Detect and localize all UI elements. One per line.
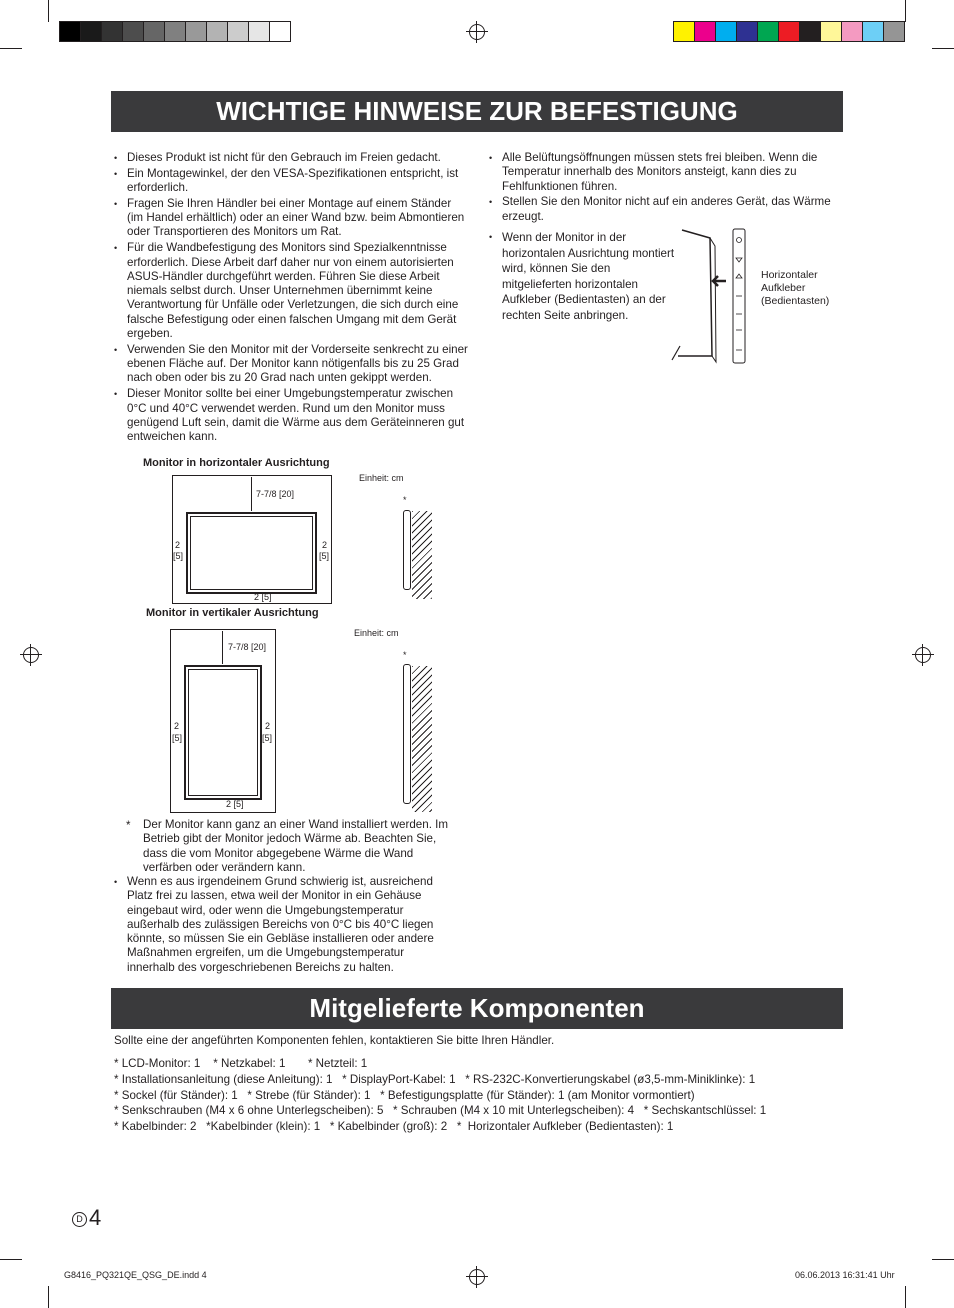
monitor-screen (188, 669, 258, 796)
dim-top: 7-7/8 [20] (256, 489, 295, 499)
components-line: * Kabelbinder: 2 *Kabelbinder (klein): 1 * Kabelbinder (groß): 2 * Horizontaler Aufkleber (Bedientasten): 1 (114, 1120, 674, 1134)
components-line: * Sockel (für Ständer): 1 * Strebe (für Ständer): 1 * Befestigungsplatte (für Ständer): 1 (am Monitor vormontiert) (114, 1088, 695, 1102)
sticker-note: • Wenn der Monitor in der horizontalen Ausrichtung montiert wird, können Sie den mitgelieferten horizontalen Aufkleber (Bedientasten) an der rechten Seite anbringen. (489, 230, 679, 324)
color-swatch (800, 22, 821, 41)
color-swatch (884, 22, 904, 41)
sticker-note-list (489, 230, 679, 325)
unit-label: Einheit: cm (354, 628, 399, 638)
gray-swatch (249, 22, 270, 41)
gray-swatch (186, 22, 207, 41)
registration-mark-icon (469, 24, 485, 40)
section-title-components: Mitgelieferte Komponenten (111, 988, 843, 1029)
dim-left-b: [5] (173, 551, 184, 561)
footnote-star: * (403, 650, 407, 660)
gray-swatch (165, 22, 186, 41)
mounting-note-item: • Verwenden Sie den Monitor mit der Vorderseite senkrecht zu einer ebenen Fläche auf. Der Monitor kann nötigenfalls bis zu 25 Grad nach oben oder bis zu 20 Grad nach unten gekippt werden. (114, 343, 470, 386)
gray-swatch (207, 22, 228, 41)
dim-right-a: 2 (322, 540, 328, 550)
color-swatch (821, 22, 842, 41)
gray-swatch (102, 22, 123, 41)
mounting-note-item: • Für die Wandbefestigung des Monitors sind Spezialkenntnisse erforderlich. Diese Arbeit darf daher nur von einem autorisierten ASUS-Händler durchgeführt werden. Führen Sie diese Arbeit niemals selbst durch. Unser Unternehmen übernimmt keine Verantwortung für Unfälle oder Verletzungen, die sich durch eine falsche Befestigung oder einen falschen Umgang mit dem Gerät ergeben. (114, 241, 470, 341)
crop-mark (932, 1259, 954, 1260)
color-swatch (863, 22, 884, 41)
mounting-note-item: • Ein Montagewinkel, der den VESA-Spezifikationen entspricht, ist erforderlich. (114, 167, 470, 196)
dim-right-a: 2 (265, 721, 271, 731)
crop-mark (48, 1286, 49, 1308)
registration-mark-icon (915, 647, 931, 663)
gray-color-bar (59, 21, 291, 42)
process-color-bar (673, 21, 905, 42)
dim-top: 7-7/8 [20] (228, 642, 267, 652)
mounting-notes-list (114, 151, 470, 446)
unit-label: Einheit: cm (359, 473, 404, 483)
color-swatch (695, 22, 716, 41)
slug-filename: G8416_PQ321QE_QSG_DE.indd 4 (64, 1270, 207, 1280)
components-list (114, 1056, 844, 1135)
slug-timestamp: 06.06.2013 16:31:41 Uhr (795, 1270, 895, 1280)
components-intro: Sollte eine der angeführten Komponenten fehlen, kontaktieren Sie bitte Ihren Händler. (114, 1034, 555, 1047)
footnote-mark: * (126, 819, 131, 832)
color-swatch (716, 22, 737, 41)
components-line: * Installationsanleitung (diese Anleitung): 1 * DisplayPort-Kabel: 1 * RS-232C-Konvertierungskabel (ø3,5-mm-Miniklinke): 1 (114, 1072, 756, 1086)
gray-swatch (228, 22, 249, 41)
registration-mark-icon (469, 1269, 485, 1285)
wall-hatch (412, 511, 432, 599)
sticker-illustration (670, 226, 760, 366)
registration-mark-icon (23, 647, 39, 663)
monitor-side-profile (403, 664, 411, 804)
gray-swatch (60, 22, 81, 41)
color-swatch (674, 22, 695, 41)
dimension-arrow (251, 477, 252, 511)
mounting-note-item: • Dieses Produkt ist nicht für den Gebrauch im Freien gedacht. (114, 151, 470, 165)
crop-mark (0, 48, 22, 49)
gray-swatch (144, 22, 165, 41)
section-title-mounting: WICHTIGE HINWEISE ZUR BEFESTIGUNG (111, 91, 843, 132)
monitor-side-profile (403, 510, 411, 590)
mounting-note-item: • Dieser Monitor sollte bei einer Umgebungstemperatur zwischen 0°C und 40°C verwendet werden. Rund um den Monitor muss genügend Luft sein, damit die Wärme aus dem Geräteinneren gut entweichen kann. (114, 387, 470, 444)
dim-left-b: [5] (172, 733, 183, 743)
dim-left-a: 2 (174, 721, 180, 731)
crop-mark (48, 0, 49, 22)
ventilation-fan-note (114, 875, 454, 977)
footnote-text: Der Monitor kann ganz an einer Wand installiert werden. Im Betrieb gibt der Monitor jedoch Wärme ab. Beachten Sie, dass die vom Monitor abgegebene Wärme die Wand verfärben oder verändern kann. (143, 818, 449, 874)
crop-mark (905, 1286, 906, 1308)
crop-mark (932, 48, 954, 49)
components-line: * Senkschrauben (M4 x 6 ohne Unterlegscheiben): 5 * Schrauben (M4 x 10 mit Unterlegscheiben): 4 * Sechskantschlüssel: 1 (114, 1104, 767, 1118)
gray-swatch (270, 22, 290, 41)
sticker-label-line2: Aufkleber (761, 282, 806, 294)
monitor-screen (190, 516, 313, 590)
ventilation-note-item: • Alle Belüftungsöffnungen müssen stets frei bleiben. Wenn die Temperatur innerhalb des Monitors ansteigt, kann dies zu Fehlfunktionen führen. (489, 151, 845, 194)
mounting-note-item: • Fragen Sie Ihren Händler bei einer Montage auf einem Ständer (im Handel erhältlich) oder an einer Wand bzw. beim Abmontieren oder Transportieren des Monitors um Rat. (114, 197, 470, 240)
components-line: * LCD-Monitor: 1 * Netzkabel: 1 * Netzteil: 1 (114, 1057, 368, 1070)
dim-right-b: [5] (262, 733, 273, 743)
figure-title-horizontal: Monitor in horizontaler Ausrichtung (143, 457, 330, 469)
crop-mark (0, 1259, 22, 1260)
figure-title-vertical: Monitor in vertikaler Ausrichtung (146, 607, 319, 619)
dimension-arrow (222, 631, 223, 664)
color-swatch (758, 22, 779, 41)
language-mark-icon: D (72, 1212, 87, 1227)
color-swatch (737, 22, 758, 41)
color-swatch (842, 22, 863, 41)
footnote-star: * (403, 495, 407, 505)
ventilation-note-item: • Stellen Sie den Monitor nicht auf ein anderes Gerät, das Wärme erzeugt. (489, 195, 845, 224)
dim-bottom: 2 [5] (226, 799, 244, 809)
sticker-label-line1: Horizontaler (761, 269, 818, 281)
crop-mark (905, 0, 906, 22)
dim-bottom: 2 [5] (254, 592, 272, 602)
fan-note: • Wenn es aus irgendeinem Grund schwierig ist, ausreichend Platz frei zu lassen, etwa weil der Monitor in ein Gehäuse eingebaut wird, oder wenn die Umgebungstemperatur außerhalb des zulässigen Bereichs von 0°C bis 40°C liegen könnte, so müssen Sie ein Gebläse installieren oder andere Maßnahmen ergreifen, um die Umgebungstemperatur innerhalb des vorgeschriebenen Bereichs zu halten. (114, 875, 454, 975)
color-swatch (779, 22, 800, 41)
sticker-label-line3: (Bedientasten) (761, 295, 830, 307)
wall-hatch (412, 666, 432, 812)
ventilation-notes-list (489, 151, 845, 225)
gray-swatch (81, 22, 102, 41)
page-number: 4 (89, 1205, 102, 1230)
gray-swatch (123, 22, 144, 41)
dim-left-a: 2 (175, 540, 181, 550)
dim-right-b: [5] (319, 551, 330, 561)
